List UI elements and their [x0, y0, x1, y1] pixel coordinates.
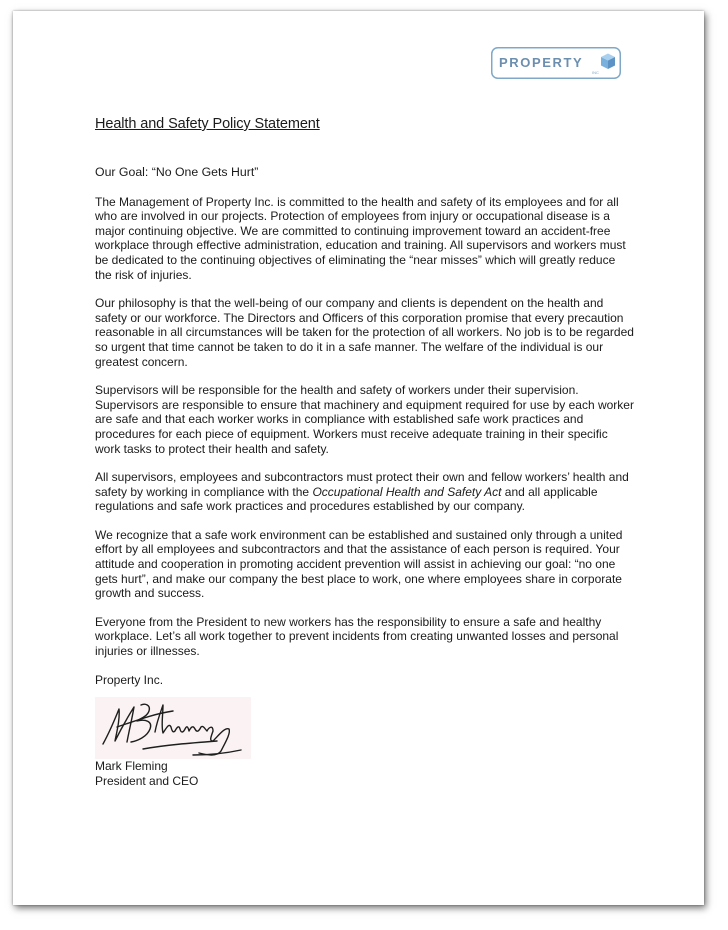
logo-graphic [491, 47, 621, 79]
signature-graphic [95, 697, 251, 759]
paragraph-environment: We recognize that a safe work environment can be established and sustained only through a united effort by all employees and subcontractors and that the assistance of each person is required. Your attitude and cooperation in promoting accident prevention will assist in achieving our goal: “no one gets hurt”, and make our company the best place to work, one where employees share in corporate growth and success. [95, 527, 623, 601]
paragraph-philosophy: Our philosophy is that the well-being of our company and clients is dependent on the health and safety or our workforce. The Directors and Officers of this corporation promise that every precaution reasonable in all circumstances will be taken for the protection of all workers. No job is to be regarded so urgent that time cannot be taken to do it in a safe manner. The welfare of the individual is our greatest concern. [95, 296, 634, 369]
logo-brand-text: PROPERTY [499, 55, 584, 70]
signatory-title: President and CEO [95, 773, 199, 788]
signature-image [95, 697, 251, 759]
document-page [13, 11, 704, 905]
paragraph-commitment: The Management of Property Inc. is committed to the health and safety of its employees and for all who are involved in our projects. Protection of employees from injury or occupational disease is a major continuing objective. We are committed to continuing improvement toward an accident-free workplace through effective administration, education and training. All supervisors and workers must be dedicated to the continuing objectives of eliminating the “near misses” which will greatly reduce the risk of injuries. [95, 194, 626, 282]
goal-statement: Our Goal: “No One Gets Hurt” [95, 165, 259, 179]
paragraph-supervisors: Supervisors will be responsible for the health and safety of workers under their supervision. Supervisors are responsible to ensure that machinery and equipment required for use by each worker are safe and that each worker works in compliance with established safe work practices and procedures for each piece of equipment. Workers must receive adequate training in their specific work tasks to protect their health and safety. [95, 383, 634, 456]
property-inc-logo [491, 47, 621, 79]
logo-suffix-text: INC [592, 70, 599, 75]
company-name: Property Inc. [95, 672, 164, 687]
compliance-text-end: and all applicable regulations and safe work practices and procedures established by our company. [95, 484, 598, 514]
policy-document [95, 115, 635, 788]
act-name: Occupational Health and Safety Act [312, 484, 502, 499]
paragraph-responsibility: Everyone from the President to new workers has the responsibility to ensure a safe and healthy workplace. Let’s all work together to prevent incidents from creating unwanted losses and personal injuries or illnesses. [95, 614, 619, 659]
compliance-text-start: All supervisors, employees and subcontractors must protect their own and fellow workers’ health and safety by working in compliance with the [95, 470, 629, 499]
signatory-name: Mark Fleming [95, 759, 168, 774]
page-title: Health and Safety Policy Statement [95, 116, 320, 132]
paragraph-compliance [95, 470, 635, 514]
